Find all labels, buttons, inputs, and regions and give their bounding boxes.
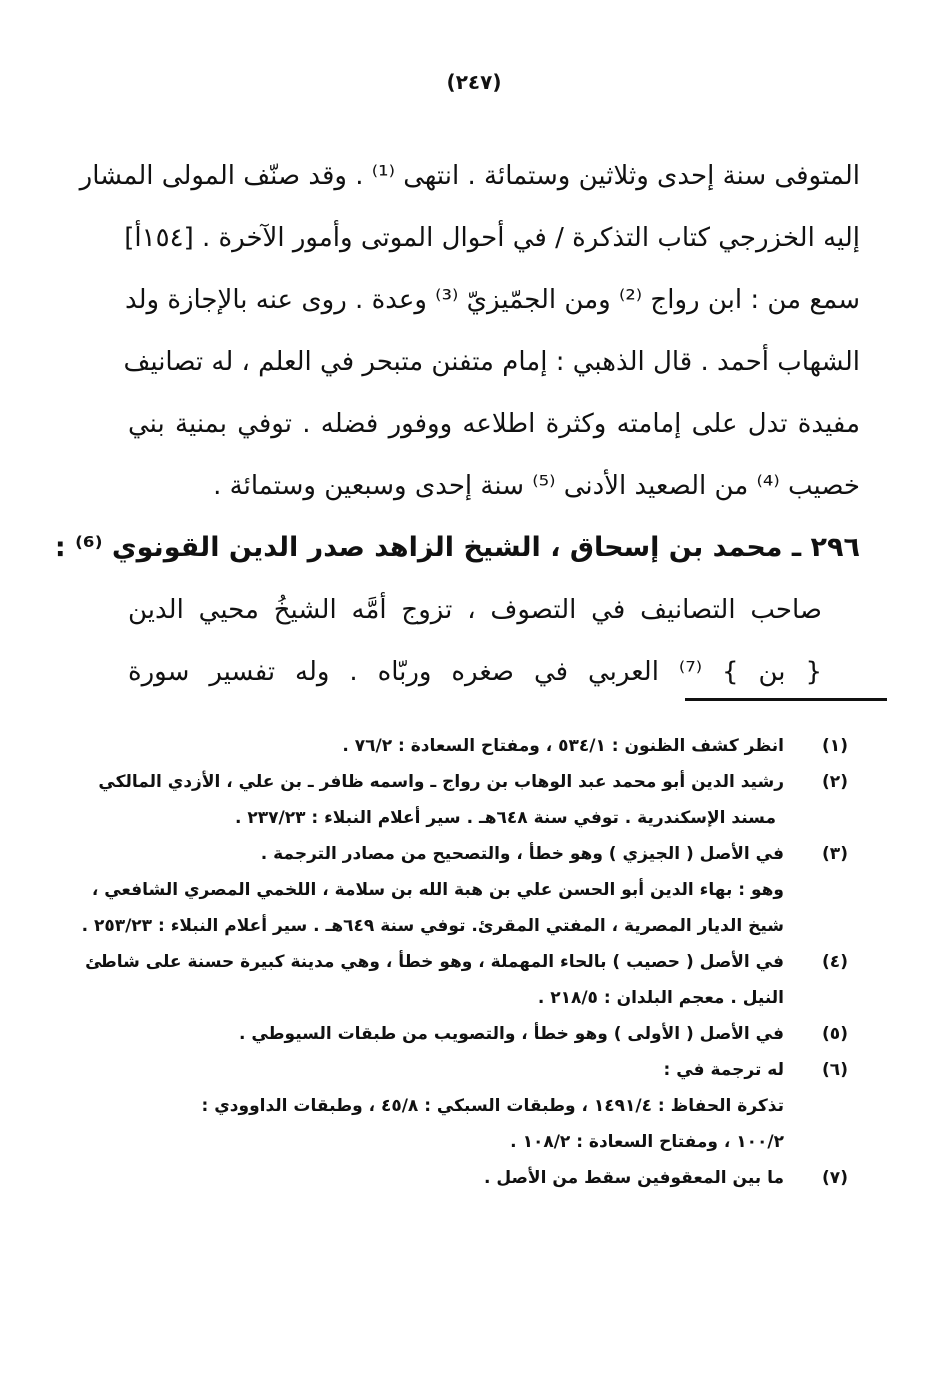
footnote-line	[85, 944, 860, 980]
text-line: سمع من : ابن رواج ⁽²⁾ ومن الجمّيزيّ ⁽³⁾ وعدة . روى عنه بالإجازة ولد	[124, 285, 860, 315]
footnote-number: (٥)	[822, 1024, 848, 1044]
footnote-number: (٣)	[822, 844, 848, 864]
footnote-text: انظر كشف الظنون : ٥٣٤/١ ، ومفتاح السعادة : ٧٦/٢ .	[342, 736, 784, 756]
text-line: الشهاب أحمد . قال الذهبي : إمام متفنن متبحر في العلم ، له تصانيف	[123, 347, 860, 377]
footnote-line	[128, 1016, 860, 1052]
footnote-text: في الأصل ( الجيزي ) وهو خطأ ، والتصحيح من مصادر الترجمة .	[260, 844, 784, 864]
footnote-number: (١)	[822, 736, 848, 756]
footnotes	[81, 728, 860, 1196]
footnote-line	[98, 764, 860, 800]
footnote-line	[128, 1088, 860, 1124]
footnote-line	[128, 1160, 860, 1196]
text-line: خصيب ⁽⁴⁾ من الصعيد الأدنى ⁽⁵⁾ سنة إحدى وسبعين وستمائة .	[213, 471, 860, 501]
footnote-text: النيل . معجم البلدان : ٢١٨/٥ .	[537, 988, 784, 1008]
text-line: مفيدة تدل على إمامته وكثرة اطلاعه ووفور فضله . توفي بمنية بني	[128, 409, 860, 439]
footnote-divider	[685, 698, 887, 701]
footnote-text: في الأصل ( الأولى ) وهو خطأ ، والتصويب من طبقات السيوطي .	[238, 1024, 784, 1044]
footnote-line	[81, 908, 860, 944]
footnote-line	[128, 1124, 860, 1160]
footnote-line	[128, 1052, 860, 1088]
footnote-line	[128, 836, 860, 872]
footnote-line	[128, 728, 860, 764]
footnote-line	[128, 800, 860, 836]
footnote-text: رشيد الدين أبو محمد عبد الوهاب بن رواج ـ واسمه ظافر ـ بن علي ، الأزدي المالكي	[98, 772, 784, 792]
text-line: إليه الخزرجي كتاب التذكرة / في أحوال الموتى وأمور الآخرة . [١٥٤أ]	[124, 223, 860, 253]
footnote-number: (٧)	[822, 1168, 848, 1188]
entry-heading: ٢٩٦ ـ محمد بن إسحاق ، الشيخ الزاهد صدر الدين القونوي ⁽⁶⁾ :	[54, 532, 860, 563]
text-line: المتوفى سنة إحدى وثلاثين وستمائة . انتهى ⁽¹⁾ . وقد صنّف المولى المشار	[79, 161, 860, 191]
text-line: صاحب التصانيف في التصوف ، تزوج أمَّه الشيخُ محيي الدين	[128, 595, 822, 625]
footnote-text: وهو : بهاء الدين أبو الحسن علي بن هبة الله بن سلامة ، اللخمي المصري الشافعي ،	[91, 880, 784, 900]
main-text	[54, 145, 860, 703]
footnote-number: (٢)	[822, 772, 848, 792]
footnote-text: في الأصل ( حصيب ) بالحاء المهملة ، وهو خطأ ، وهي مدينة كبيرة حسنة على شاطئ	[85, 952, 784, 972]
footnote-text: مسند الإسكندرية . توفي سنة ٦٤٨هـ . سير أعلام النبلاء : ٢٣٧/٢٣ .	[234, 808, 776, 828]
footnote-line	[128, 980, 860, 1016]
footnote-line	[91, 872, 860, 908]
footnote-number: (٤)	[822, 952, 848, 972]
page-number: (٢٤٧)	[446, 70, 502, 94]
footnote-text: تذكرة الحفاظ : ١٤٩١/٤ ، وطبقات السبكي : ٤٥/٨ ، وطبقات الداوودي :	[201, 1096, 784, 1116]
footnote-text: شيخ الديار المصرية ، المفتي المقرئ. توفي سنة ٦٤٩هـ . سير أعلام النبلاء : ٢٥٣/٢٣ .	[81, 916, 784, 936]
footnote-text: ١٠٠/٢ ، ومفتاح السعادة : ١٠٨/٢ .	[510, 1132, 784, 1152]
footnote-text: ما بين المعقوفين سقط من الأصل .	[483, 1168, 784, 1188]
text-line: { بن } ⁽⁷⁾ العربي في صغره وربّاه . وله تفسير سورة	[128, 657, 822, 687]
footnote-text: له ترجمة في :	[663, 1060, 784, 1080]
footnote-number: (٦)	[822, 1060, 848, 1080]
